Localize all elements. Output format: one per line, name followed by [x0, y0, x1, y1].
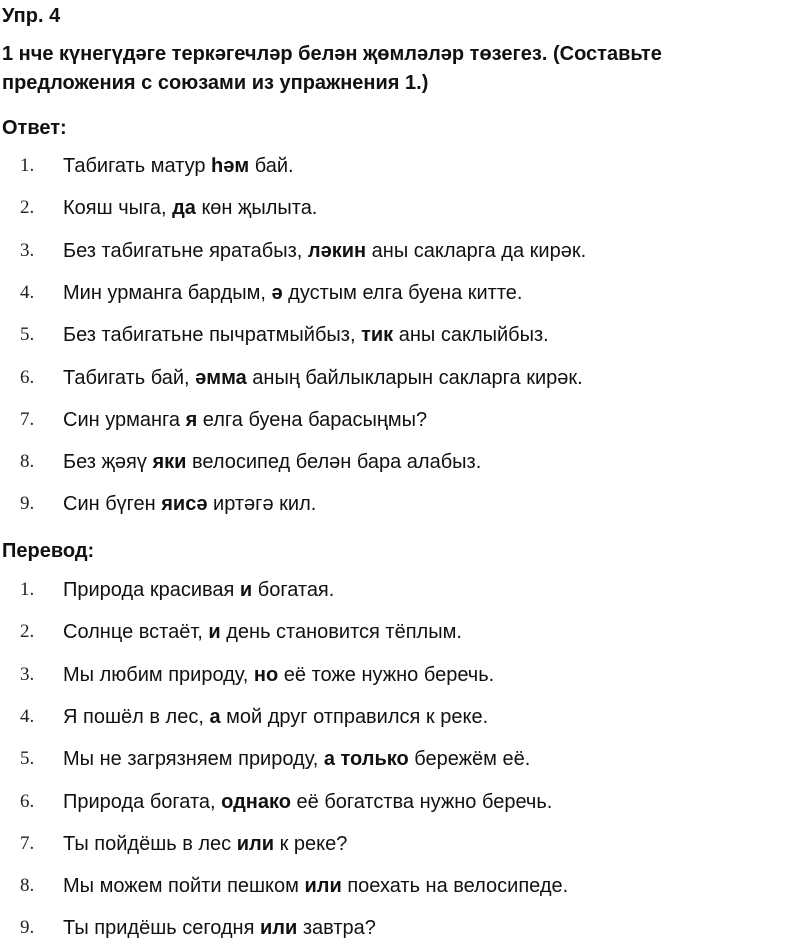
item-number: 6.: [20, 366, 35, 388]
item-sentence: [63, 363, 583, 393]
conjunction: но: [253, 663, 279, 686]
sentence-text: Без табигатьне пычратмыйбыз,: [63, 324, 362, 347]
item-sentence: [63, 236, 586, 266]
item-sentence: [63, 405, 427, 435]
sentence-text: бережём её.: [408, 748, 531, 771]
item-sentence: [63, 489, 316, 519]
answer-item: [0, 405, 800, 435]
conjunction: да: [172, 197, 196, 220]
item-number: 5.: [20, 324, 35, 346]
sentence-text: Природа богата,: [63, 790, 222, 813]
sentence-text: Син урманга: [63, 408, 186, 431]
sentence-text: Ты пойдёшь в лес: [63, 832, 237, 855]
task-statement: 1 нче күнегүдәге теркәгечләр белән җөмләләр төзегез. (Составьте предложения с союзами из упражнения 1.): [2, 43, 662, 94]
sentence-text: бай.: [249, 155, 294, 177]
answer-item: [0, 236, 800, 266]
item-number: 6.: [20, 790, 35, 812]
item-number: 1.: [20, 155, 35, 176]
item-sentence: [63, 447, 481, 477]
sentence-text: Мы любим природу,: [63, 663, 254, 686]
sentence-text: Табигать матур: [63, 155, 212, 177]
sentence-text: көн җылыта.: [195, 197, 318, 220]
conjunction: однако: [221, 790, 291, 813]
item-number: 4.: [20, 281, 35, 303]
sentence-text: Син бүген: [63, 493, 162, 516]
item-sentence: [63, 193, 317, 223]
translation-item: [0, 787, 800, 817]
item-number: 2.: [20, 197, 35, 219]
item-number: 8.: [20, 451, 35, 473]
translation-item: [0, 829, 800, 859]
item-sentence: [63, 913, 376, 943]
item-sentence: [63, 871, 568, 901]
conjunction: һәм: [211, 155, 250, 177]
conjunction: тик: [361, 324, 394, 347]
translation-item: [0, 660, 800, 690]
conjunction: яки: [152, 451, 187, 474]
answer-heading: Ответ:: [2, 117, 67, 139]
answer-item: [0, 447, 800, 477]
sentence-text: завтра?: [297, 917, 376, 940]
translation-item: [0, 617, 800, 647]
answer-item: [0, 489, 800, 519]
conjunction: и: [239, 579, 253, 601]
sentence-text: её богатства нужно беречь.: [290, 790, 553, 813]
conjunction: или: [304, 875, 342, 898]
translation-item: [0, 575, 800, 605]
conjunction: ә: [271, 281, 283, 304]
item-sentence: [63, 702, 488, 732]
conjunction: или: [236, 832, 275, 855]
conjunction: яисә: [161, 493, 208, 516]
item-number: 4.: [20, 705, 35, 727]
sentence-text: поехать на велосипеде.: [341, 875, 569, 898]
sentence-text: дустым елга буена китте.: [282, 281, 523, 304]
sentence-text: Мы можем пойти пешком: [63, 875, 305, 898]
sentence-text: Кояш чыга,: [63, 197, 173, 220]
translation-item: [0, 702, 800, 732]
sentence-text: велосипед белән бара алабыз.: [186, 451, 482, 474]
conjunction: и: [208, 621, 221, 644]
item-number: 1.: [20, 579, 35, 600]
conjunction: әмма: [195, 366, 247, 389]
answer-item: [0, 363, 800, 393]
item-sentence: [63, 278, 522, 308]
sentence-text: Без җәяү: [63, 451, 153, 474]
item-sentence: [63, 660, 494, 690]
sentence-text: Солнце встаёт,: [63, 621, 209, 644]
sentence-text: Я пошёл в лес,: [63, 705, 210, 728]
sentence-text: Без табигатьне яратабыз,: [63, 239, 308, 262]
item-number: 9.: [20, 493, 35, 515]
answer-item: [0, 151, 800, 181]
item-sentence: [63, 829, 347, 859]
item-sentence: [63, 787, 552, 817]
answer-item: [0, 320, 800, 350]
sentence-text: елга буена барасыңмы?: [197, 408, 428, 431]
sentence-text: к реке?: [274, 832, 348, 855]
sentence-text: мой друг отправился к реке.: [220, 705, 489, 728]
conjunction: ләкин: [307, 239, 367, 262]
conjunction: а: [209, 705, 221, 728]
item-number: 3.: [20, 663, 35, 685]
exercise-title: Упр. 4: [2, 5, 61, 27]
answer-item: [0, 193, 800, 223]
conjunction: я: [185, 408, 198, 431]
sentence-text: богатая.: [252, 579, 335, 601]
item-number: 8.: [20, 875, 35, 897]
translation-item: [0, 871, 800, 901]
answer-item: [0, 278, 800, 308]
translation-item: [0, 913, 800, 943]
sentence-text: аны саклыйбыз.: [393, 324, 549, 347]
item-number: 9.: [20, 917, 35, 939]
sentence-text: её тоже нужно беречь.: [278, 663, 495, 686]
item-number: 3.: [20, 239, 35, 261]
item-sentence: [63, 617, 462, 647]
translation-heading: Перевод:: [2, 540, 95, 562]
translation-item: [0, 744, 800, 774]
sentence-text: Природа красивая: [63, 579, 240, 601]
sentence-text: аны сакларга да кирәк.: [366, 239, 587, 262]
item-sentence: [63, 575, 334, 605]
item-sentence: [63, 744, 530, 774]
item-number: 7.: [20, 832, 35, 854]
item-sentence: [63, 151, 294, 181]
item-number: 2.: [20, 621, 35, 643]
sentence-text: иртәгә кил.: [207, 493, 317, 516]
item-number: 5.: [20, 748, 35, 770]
conjunction: а только: [323, 748, 409, 771]
sentence-text: Мин урманга бардым,: [63, 281, 272, 304]
item-sentence: [63, 320, 549, 350]
sentence-text: день становится тёплым.: [220, 621, 462, 644]
sentence-text: Ты придёшь сегодня: [63, 917, 260, 940]
sentence-text: аның байлыкларын сакларга кирәк.: [246, 366, 583, 389]
conjunction: или: [259, 917, 298, 940]
sentence-text: Мы не загрязняем природу,: [63, 748, 324, 771]
item-number: 7.: [20, 408, 35, 430]
sentence-text: Табигать бай,: [63, 366, 196, 389]
